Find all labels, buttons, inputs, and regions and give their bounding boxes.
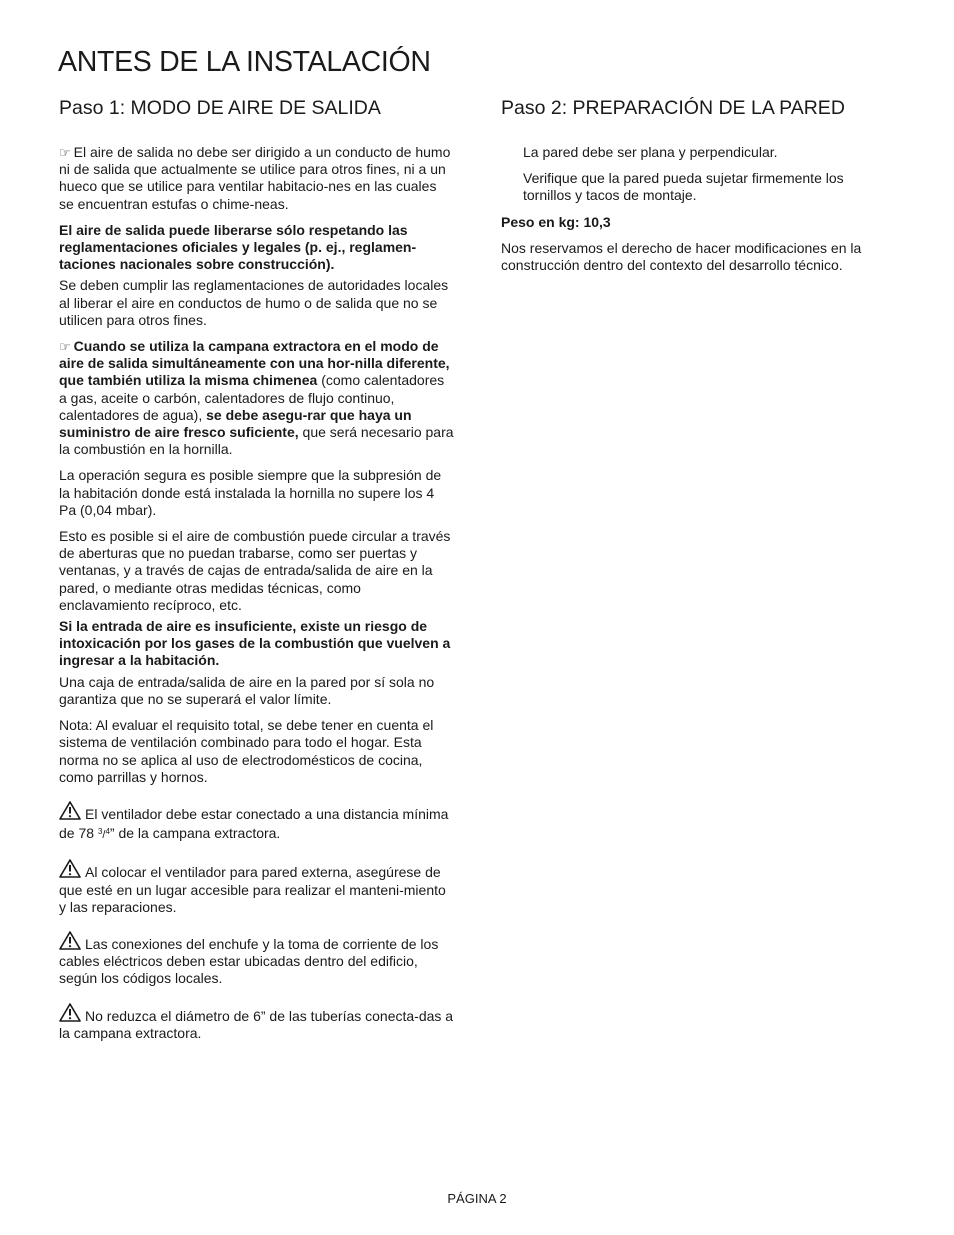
paragraph bbox=[59, 144, 455, 213]
warning-triangle-icon bbox=[59, 931, 81, 950]
bold-paragraph: Si la entrada de aire es insuficiente, existe un riesgo de intoxicación por los gases de la combustión que vuelven a ingresar a la habitación. bbox=[59, 618, 451, 669]
fraction-denominator: 4 bbox=[105, 827, 110, 837]
warning-triangle-icon bbox=[59, 1003, 81, 1022]
page-title: ANTES DE LA INSTALACIÓN bbox=[58, 46, 431, 78]
warning-paragraph: El ventilador debe estar conectado a una distancia mínima de 78 $^3$/$^4$” de la campana extractora. bbox=[59, 801, 455, 844]
left-column bbox=[59, 95, 455, 1042]
warning-paragraph bbox=[59, 859, 455, 916]
warning-text: ” de la campana extractora. bbox=[109, 825, 281, 842]
paragraph-text: que será necesario para la combustión en la hornilla. bbox=[59, 424, 454, 458]
paragraph: Verifique que la pared pueda sujetar firmemente los tornillos y tacos de montaje. bbox=[523, 170, 844, 204]
fraction-numerator: 3 bbox=[97, 827, 103, 837]
step2-heading: Paso 2: PREPARACIÓN DE LA PARED bbox=[501, 97, 845, 119]
page-number: PÁGINA 2 bbox=[447, 1191, 507, 1206]
warning-text: El ventilador debe estar conectado a una distancia mínima de 78 bbox=[59, 805, 449, 842]
warning-text: Al colocar el ventilador para pared externa, asegúrese de que esté en un lugar accesible para realizar el manteni-miento y las reparaciones. bbox=[59, 864, 446, 915]
bold-paragraph: El aire de salida puede liberarse sólo respetando las reglamentaciones oficiales y legales (p. ej., reglamen-taciones nacionales sobre construcción). bbox=[59, 221, 417, 273]
paragraph: La operación segura es posible siempre que la subpresión de la habitación donde está instalada la hornilla no supere los 4 Pa (0,04 mbar). bbox=[59, 467, 442, 518]
paragraph-text: (como calentadores a gas, aceite o carbón, calentadores de flujo continuo, calentadores de agua), bbox=[59, 372, 445, 423]
paragraph: Esto es posible si el aire de combustión puede circular a través de aberturas que no puedan trabarse, como ser puertas y ventanas, y a través de cajas de entrada/salida de aire en la pared, o mediante otras medidas técnicas, como enclavamiento recíproco, etc. bbox=[59, 528, 451, 613]
warning-paragraph bbox=[59, 1003, 455, 1042]
warning-triangle-icon bbox=[59, 801, 81, 820]
paragraph: La pared debe ser plana y perpendicular. bbox=[523, 144, 778, 160]
paragraph-text: El aire de salida no debe ser dirigido a un conducto de humo ni de salida que actualmente se utilice para otros fines, ni a un hueco que se utilice para ventilar habitacio-nes en las cuales se encuentran estufas o chime-neas. bbox=[59, 144, 451, 212]
warning-text: Las conexiones del enchufe y la toma de corriente de los cables eléctricos deben estar ubicadas dentro del edificio, según los códigos locales. bbox=[59, 935, 439, 987]
warning-paragraph bbox=[59, 931, 455, 988]
step1-heading: Paso 1: MODO DE AIRE DE SALIDA bbox=[59, 97, 381, 119]
paragraph: Nota: Al evaluar el requisito total, se debe tener en cuenta el sistema de ventilación combinado para todo el hogar. Esta norma no se aplica al uso de electrodomésticos de cocina, como parrillas y hornos. bbox=[59, 717, 434, 785]
warning-triangle-icon bbox=[59, 859, 81, 878]
paragraph: Nos reservamos el derecho de hacer modificaciones en la construcción dentro del contexto del desarrollo técnico. bbox=[501, 239, 862, 274]
paragraph: Una caja de entrada/salida de aire en la pared por sí sola no garantiza que no se superará el valor límite. bbox=[59, 673, 435, 707]
pointing-hand-icon: ☞ bbox=[59, 145, 71, 160]
bold-text: se debe asegu-rar que haya un suministro de aire fresco suficiente, bbox=[59, 406, 412, 441]
bold-text: Cuando se utiliza la campana extractora en el modo de aire de salida simultáneamente con una hor-nilla diferente, que también utiliza la misma chimenea bbox=[59, 338, 450, 389]
warning-text: No reduzca el diámetro de 6” de las tuberías conecta-das a la campana extractora. bbox=[59, 1007, 454, 1041]
right-column bbox=[501, 95, 893, 283]
paragraph bbox=[59, 338, 455, 458]
weight-label: Peso en kg: 10,3 bbox=[501, 213, 611, 230]
pointing-hand-icon: ☞ bbox=[59, 339, 71, 355]
paragraph: Se deben cumplir las reglamentaciones de autoridades locales al liberar el aire en conductos de humo o de salida que no se utilicen para otros fines. bbox=[59, 277, 449, 328]
